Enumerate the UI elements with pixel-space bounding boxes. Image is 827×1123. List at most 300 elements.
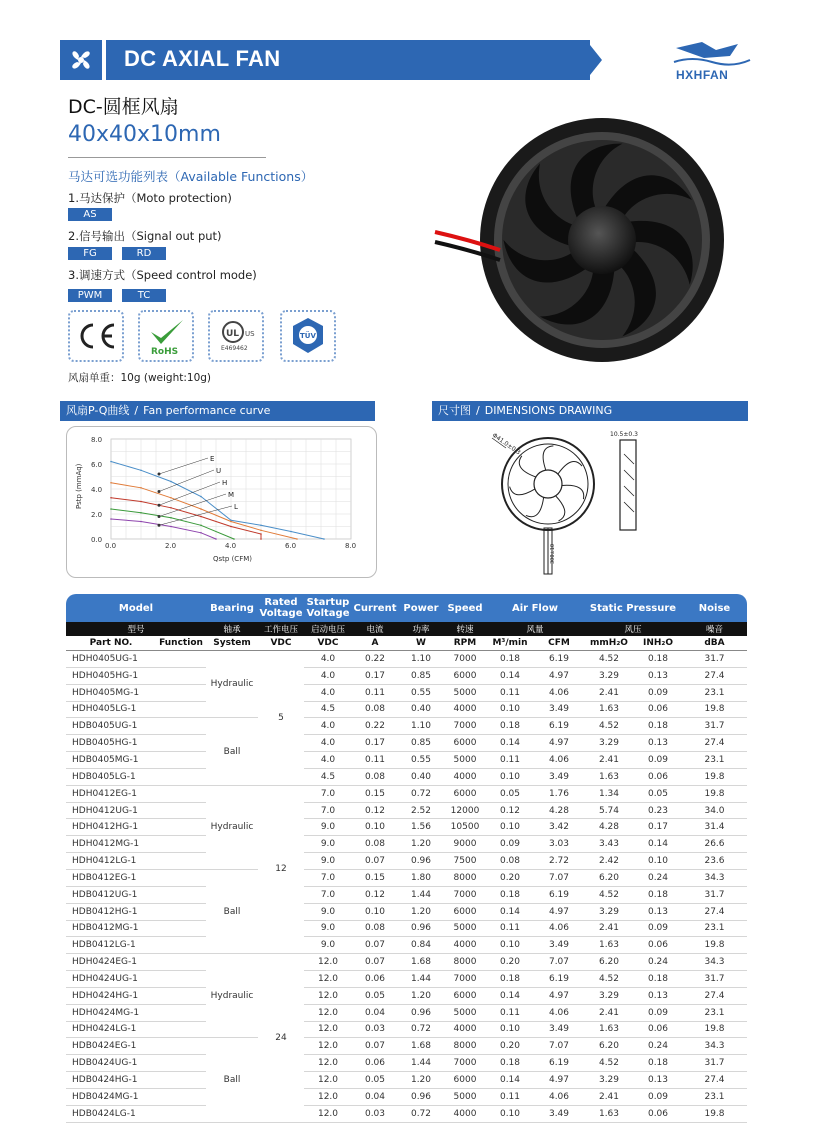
current: 0.17 [352,735,398,752]
part-number: HDB0405MG-1 [66,752,156,769]
col-unit: VDC [304,636,352,651]
series-point-E [170,481,172,483]
speed: 8000 [444,1038,486,1055]
airflow-cfm: 4.06 [534,752,584,769]
current: 0.15 [352,869,398,886]
col-head-cn: 轴承 [206,622,258,636]
power: 0.96 [398,920,444,937]
noise: 31.4 [682,819,747,836]
col-head-cn: 启动电压 [304,622,352,636]
part-number: HDH0424LG-1 [66,1021,156,1038]
startup-voltage: 12.0 [304,954,352,971]
pressure-mmh2o: 1.63 [584,1021,634,1038]
airflow-m3: 0.12 [486,802,534,819]
series-point-E [110,461,112,463]
current: 0.03 [352,1105,398,1122]
table-row [66,651,747,668]
airflow-m3: 0.18 [486,886,534,903]
part-number: HDH0424EG-1 [66,954,156,971]
series-point-E [323,538,325,540]
airflow-m3: 0.14 [486,1072,534,1089]
current: 0.17 [352,667,398,684]
function-cell [156,1055,206,1072]
airflow-m3: 0.10 [486,819,534,836]
startup-voltage: 12.0 [304,987,352,1004]
power: 0.72 [398,1021,444,1038]
part-number: HDB0424HG-1 [66,1072,156,1089]
col-head-cn: 功率 [398,622,444,636]
power: 1.20 [398,836,444,853]
startup-voltage: 4.0 [304,718,352,735]
current: 0.05 [352,1072,398,1089]
part-number: HDH0412UG-1 [66,802,156,819]
speed: 7000 [444,1055,486,1072]
series-label-L: L [234,503,238,511]
series-label-H: H [222,479,228,487]
power: 0.85 [398,667,444,684]
series-point-L [200,532,202,534]
pressure-mmh2o: 2.41 [584,684,634,701]
pressure-mmh2o: 3.29 [584,903,634,920]
function-cell [156,752,206,769]
pressure-mmh2o: 6.20 [584,954,634,971]
startup-voltage: 12.0 [304,1004,352,1021]
speed: 5000 [444,920,486,937]
part-number: HDH0405MG-1 [66,684,156,701]
noise: 19.8 [682,937,747,954]
power: 0.72 [398,1105,444,1122]
pressure-mmh2o: 4.52 [584,1055,634,1072]
current: 0.08 [352,836,398,853]
pressure-inh2o: 0.18 [634,718,682,735]
svg-text:Φ41.0±0.3: Φ41.0±0.3 [490,431,522,457]
bearing-cell: Hydraulic [206,954,258,1038]
col-head-cn: 型号 [66,622,206,636]
power: 0.85 [398,735,444,752]
product-size: 40x40x10mm [68,122,221,147]
airflow-cfm: 7.07 [534,1038,584,1055]
power: 1.10 [398,651,444,668]
airflow-m3: 0.08 [486,853,534,870]
ce-cert-icon [68,310,124,362]
series-point-H [260,533,262,535]
fan-logo-icon [60,40,102,80]
airflow-cfm: 4.97 [534,667,584,684]
fan-weight: 风扇单重：10g (weight:10g) [68,372,212,384]
current: 0.10 [352,903,398,920]
noise: 23.1 [682,1004,747,1021]
pressure-inh2o: 0.24 [634,954,682,971]
airflow-m3: 0.10 [486,1021,534,1038]
series-point-H [170,507,172,509]
airflow-cfm: 4.06 [534,684,584,701]
series-point-H [140,501,142,503]
function-cell [156,802,206,819]
startup-voltage: 9.0 [304,937,352,954]
rated-voltage-cell: 5 [258,651,304,786]
startup-voltage: 7.0 [304,886,352,903]
table-header-row [66,594,747,622]
airflow-m3: 0.11 [486,684,534,701]
pressure-inh2o: 0.06 [634,937,682,954]
dimensions-section-header: 尺寸图 / DIMENSIONS DRAWING [432,401,748,421]
speed: 7000 [444,886,486,903]
pressure-mmh2o: 1.63 [584,768,634,785]
pressure-mmh2o: 4.28 [584,819,634,836]
noise: 27.4 [682,1072,747,1089]
current: 0.06 [352,1055,398,1072]
series-point-U [200,508,202,510]
pq-chart [67,427,376,577]
table-row [66,869,747,886]
power: 1.44 [398,1055,444,1072]
divider [68,157,266,158]
airflow-m3: 0.20 [486,869,534,886]
airflow-cfm: 3.49 [534,937,584,954]
pressure-mmh2o: 4.52 [584,651,634,668]
airflow-m3: 0.18 [486,971,534,988]
speed: 4000 [444,1021,486,1038]
startup-voltage: 12.0 [304,1105,352,1122]
pressure-inh2o: 0.18 [634,1055,682,1072]
startup-voltage: 4.0 [304,752,352,769]
noise: 23.1 [682,920,747,937]
speed: 4000 [444,1105,486,1122]
pressure-inh2o: 0.13 [634,903,682,920]
noise: 23.6 [682,853,747,870]
series-point-U [110,482,112,484]
function-cell [156,987,206,1004]
tag-pwm: PWM [68,289,112,302]
y-axis-label: Pstp (mmAq) [75,463,83,509]
bearing-cell: Ball [206,869,258,953]
col-head-cn: 风压 [584,622,682,636]
col-unit: Part NO. [66,636,156,651]
startup-voltage: 12.0 [304,971,352,988]
pressure-mmh2o: 2.41 [584,1088,634,1105]
series-point-M [140,512,142,514]
table-row [66,1021,747,1038]
table-row [66,954,747,971]
power: 0.72 [398,785,444,802]
col-head-cn: 转速 [444,622,486,636]
power: 1.20 [398,987,444,1004]
function-cell [156,937,206,954]
part-number: HDB0412HG-1 [66,903,156,920]
x-tick-label: 0.0 [105,542,117,550]
part-number: HDH0412MG-1 [66,836,156,853]
svg-text:RoHS: RoHS [151,347,179,356]
series-point-E [260,524,262,526]
startup-voltage: 12.0 [304,1072,352,1089]
pressure-mmh2o: 1.63 [584,701,634,718]
pq-curve-title-en: Fan performance curve [143,404,271,417]
startup-voltage: 12.0 [304,1038,352,1055]
pressure-mmh2o: 6.20 [584,1038,634,1055]
col-unit: A [352,636,398,651]
part-number: HDH0412LG-1 [66,853,156,870]
pressure-mmh2o: 1.63 [584,1105,634,1122]
airflow-m3: 0.11 [486,1004,534,1021]
function-cell [156,869,206,886]
function-cell [156,836,206,853]
pressure-inh2o: 0.17 [634,819,682,836]
series-point-U [260,529,262,531]
col-head-cn: 噪音 [682,622,747,636]
function-cell [156,1038,206,1055]
startup-voltage: 9.0 [304,819,352,836]
airflow-cfm: 4.06 [534,1088,584,1105]
function-cell [156,701,206,718]
brand-name: HXHFAN [676,68,729,82]
airflow-cfm: 6.19 [534,886,584,903]
speed: 4000 [444,937,486,954]
signal-output-label: 2.信号输出（Signal out put) [68,229,222,243]
airflow-cfm: 2.72 [534,853,584,870]
pressure-mmh2o: 2.42 [584,853,634,870]
startup-voltage: 4.0 [304,684,352,701]
col-unit: INH₂O [634,636,682,651]
current: 0.08 [352,701,398,718]
startup-voltage: 7.0 [304,869,352,886]
speed: 6000 [444,785,486,802]
series-leader-dot-L [158,524,161,527]
speed: 7000 [444,718,486,735]
airflow-cfm: 6.19 [534,1055,584,1072]
pressure-inh2o: 0.18 [634,651,682,668]
rated-voltage-cell: 24 [258,954,304,1122]
airflow-cfm: 1.76 [534,785,584,802]
current: 0.11 [352,684,398,701]
rated-voltage-cell: 12 [258,785,304,953]
airflow-cfm: 7.07 [534,869,584,886]
current: 0.07 [352,853,398,870]
series-leader-dot-H [158,504,161,507]
airflow-m3: 0.20 [486,954,534,971]
part-number: HDB0405UG-1 [66,718,156,735]
airflow-m3: 0.11 [486,1088,534,1105]
speed: 5000 [444,684,486,701]
motor-protection-label: 1.马达保护（Moto protection) [68,191,232,205]
table-row [66,1038,747,1055]
speed: 7000 [444,971,486,988]
part-number: HDB0424EG-1 [66,1038,156,1055]
function-cell [156,735,206,752]
speed: 5000 [444,1004,486,1021]
pressure-mmh2o: 3.29 [584,1072,634,1089]
current: 0.08 [352,768,398,785]
svg-text:300±10: 300±10 [550,543,556,564]
speed: 9000 [444,836,486,853]
dimensions-title-cn: 尺寸图 [438,404,471,417]
svg-text:UL: UL [226,329,240,339]
noise: 19.8 [682,785,747,802]
pressure-mmh2o: 3.29 [584,667,634,684]
table-row [66,937,747,954]
airflow-cfm: 4.28 [534,802,584,819]
airflow-m3: 0.14 [486,903,534,920]
power: 1.10 [398,718,444,735]
series-point-M [233,538,235,540]
airflow-m3: 0.14 [486,667,534,684]
pressure-mmh2o: 2.41 [584,752,634,769]
function-cell [156,1004,206,1021]
col-head-current: Current [352,594,398,622]
part-number: HDH0412HG-1 [66,819,156,836]
col-head-speed: Speed [444,594,486,622]
series-label-M: M [228,491,235,499]
power: 0.55 [398,684,444,701]
airflow-m3: 0.11 [486,752,534,769]
table-row [66,701,747,718]
power: 1.80 [398,869,444,886]
tag-rd: RD [122,247,166,260]
current: 0.04 [352,1004,398,1021]
bearing-cell: Ball [206,718,258,785]
airflow-m3: 0.11 [486,920,534,937]
part-number: HDH0412EG-1 [66,785,156,802]
y-tick-label: 4.0 [91,486,103,494]
pressure-inh2o: 0.09 [634,920,682,937]
tag-as: AS [68,208,112,221]
current: 0.15 [352,785,398,802]
title-banner-tip [586,40,602,80]
airflow-cfm: 3.49 [534,701,584,718]
airflow-m3: 0.14 [486,735,534,752]
table-row [66,684,747,701]
series-leader-dot-U [158,490,161,493]
function-cell [156,768,206,785]
pressure-inh2o: 0.09 [634,1088,682,1105]
pressure-inh2o: 0.24 [634,1038,682,1055]
series-point-E [290,531,292,533]
function-cell [156,1105,206,1122]
airflow-m3: 0.10 [486,937,534,954]
pressure-inh2o: 0.06 [634,768,682,785]
x-tick-label: 4.0 [225,542,237,550]
noise: 34.3 [682,1038,747,1055]
current: 0.07 [352,954,398,971]
noise: 34.3 [682,869,747,886]
current: 0.12 [352,886,398,903]
svg-text:US: US [245,330,255,338]
page-title: DC AXIAL FAN [124,46,281,71]
pressure-mmh2o: 1.63 [584,937,634,954]
speed: 7000 [444,651,486,668]
pressure-inh2o: 0.06 [634,1021,682,1038]
pq-curve-title-cn: 风扇P-Q曲线 [66,404,130,417]
pq-curve-section-header: 风扇P-Q曲线 / Fan performance curve [60,401,375,421]
noise: 31.7 [682,651,747,668]
pressure-mmh2o: 4.52 [584,718,634,735]
dimensions-title-en: DIMENSIONS DRAWING [484,404,613,417]
svg-text:E469462: E469462 [221,345,248,352]
col-unit: mmH₂O [584,636,634,651]
col-head-model: Model [66,594,206,622]
svg-text:10.5±0.3: 10.5±0.3 [610,431,638,438]
pressure-mmh2o: 4.52 [584,886,634,903]
noise: 27.4 [682,903,747,920]
pressure-inh2o: 0.09 [634,684,682,701]
table-row [66,735,747,752]
airflow-cfm: 7.07 [534,954,584,971]
noise: 34.0 [682,802,747,819]
function-cell [156,718,206,735]
part-number: HDH0424UG-1 [66,971,156,988]
pressure-inh2o: 0.23 [634,802,682,819]
table-row [66,1055,747,1072]
table-row [66,1072,747,1089]
pressure-inh2o: 0.09 [634,1004,682,1021]
speed: 5000 [444,1088,486,1105]
noise: 27.4 [682,987,747,1004]
x-axis-label: Qstp (CFM) [213,555,252,563]
series-point-L [170,526,172,528]
function-cell [156,651,206,668]
y-tick-label: 0.0 [91,536,103,544]
tuv-cert-icon [280,310,336,362]
airflow-cfm: 3.49 [534,768,584,785]
part-number: HDH0424HG-1 [66,987,156,1004]
airflow-m3: 0.18 [486,718,534,735]
series-point-U [230,521,232,523]
noise: 31.7 [682,886,747,903]
speed: 5000 [444,752,486,769]
tag-fg: FG [68,247,112,260]
pressure-mmh2o: 6.20 [584,869,634,886]
function-cell [156,886,206,903]
pressure-inh2o: 0.09 [634,752,682,769]
pressure-inh2o: 0.13 [634,735,682,752]
function-cell [156,684,206,701]
power: 1.44 [398,886,444,903]
bearing-cell: Ball [206,1038,258,1122]
function-cell [156,1088,206,1105]
power: 0.96 [398,1004,444,1021]
series-point-U [140,487,142,489]
airflow-cfm: 6.19 [534,971,584,988]
function-cell [156,667,206,684]
current: 0.06 [352,971,398,988]
table-row [66,768,747,785]
speed: 6000 [444,1072,486,1089]
pressure-inh2o: 0.14 [634,836,682,853]
table-row [66,667,747,684]
table-row [66,802,747,819]
bearing-cell: Hydraulic [206,785,258,869]
power: 0.40 [398,768,444,785]
part-number: HDB0412MG-1 [66,920,156,937]
pressure-mmh2o: 2.41 [584,1004,634,1021]
pressure-inh2o: 0.06 [634,1105,682,1122]
pressure-inh2o: 0.10 [634,853,682,870]
spec-table [66,594,747,1123]
speed: 6000 [444,987,486,1004]
table-row [66,920,747,937]
startup-voltage: 9.0 [304,903,352,920]
speed: 6000 [444,903,486,920]
startup-voltage: 4.0 [304,735,352,752]
power: 2.52 [398,802,444,819]
col-head-rated-voltage: Rated Voltage [258,594,304,622]
startup-voltage: 4.0 [304,651,352,668]
x-tick-label: 8.0 [345,542,357,550]
airflow-cfm: 4.97 [534,903,584,920]
table-row [66,1088,747,1105]
startup-voltage: 4.5 [304,701,352,718]
speed-control-label: 3.调速方式（Speed control mode) [68,268,257,282]
speed: 8000 [444,869,486,886]
